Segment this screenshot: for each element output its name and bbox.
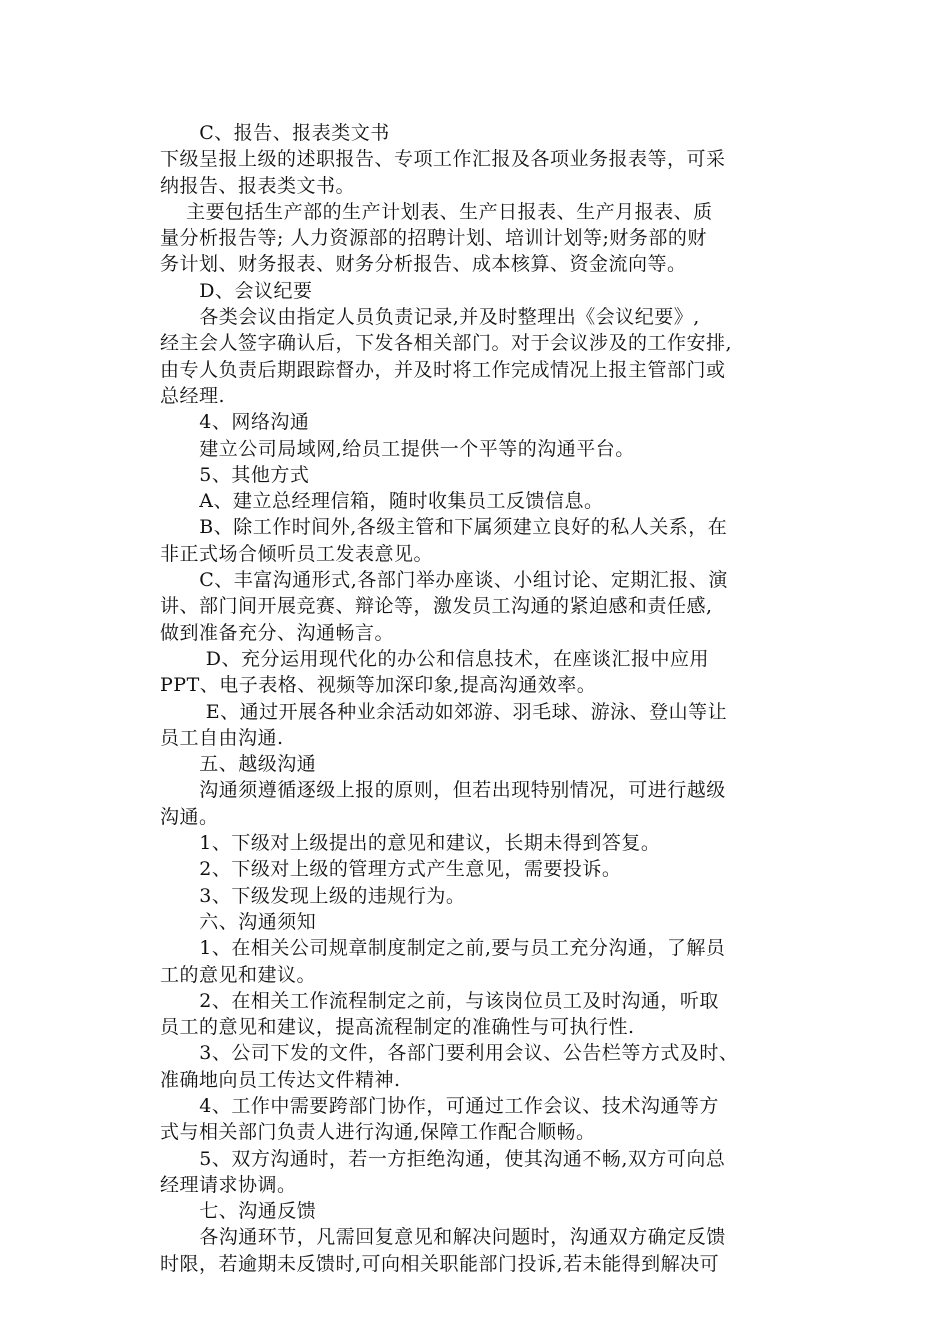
text-line: 2、在相关工作流程制定之前，与该岗位员工及时沟通，听取	[160, 989, 719, 1012]
text-line: 下级呈报上级的述职报告、专项工作汇报及各项业务报表等，可采	[160, 148, 726, 171]
text-line: 六、沟通须知	[160, 910, 317, 933]
text-line: 式与相关部门负责人进行沟通,保障工作配合顺畅。	[160, 1121, 596, 1144]
text-line: E、通过开展各种业余活动如郊游、羽毛球、游泳、登山等让	[160, 700, 728, 723]
text-line: 由专人负责后期跟踪督办，并及时将工作完成情况上报主管部门或	[160, 358, 726, 381]
text-line: 2、下级对上级的管理方式产生意见，需要投诉。	[160, 858, 622, 881]
text-line: D、会议纪要	[160, 279, 313, 302]
text-line: 做到准备充分、沟通畅言。	[160, 621, 395, 644]
text-line: 建立公司局域网,给员工提供一个平等的沟通平台。	[160, 437, 635, 460]
text-line: 5、双方沟通时，若一方拒绝沟通，使其沟通不畅,双方可向总	[160, 1147, 726, 1170]
text-line: 4、工作中需要跨部门协作，可通过工作会议、技术沟通等方	[160, 1094, 719, 1117]
text-line: 沟通须遵循逐级上报的原则，但若出现特别情况，可进行越级	[160, 779, 726, 802]
text-line: 准确地向员工传达文件精神.	[160, 1068, 401, 1091]
text-line: 1、在相关公司规章制度制定之前,要与员工充分沟通，了解员	[160, 937, 726, 960]
text-line: 非正式场合倾听员工发表意见。	[160, 542, 434, 565]
text-line: C、报告、报表类文书	[160, 122, 390, 144]
text-line: 五、越级沟通	[160, 753, 317, 776]
text-line: 纳报告、报表类文书。	[160, 174, 356, 197]
text-line: 沟通。	[160, 805, 219, 828]
text-line: 各类会议由指定人员负责记录,并及时整理出《会议纪要》,	[160, 306, 700, 329]
text-line: 量分析报告等; 人力资源部的招聘计划、培训计划等;财务部的财	[160, 227, 707, 250]
text-line: 3、公司下发的文件，各部门要利用会议、公告栏等方式及时、	[160, 1042, 739, 1065]
text-line: 4、网络沟通	[160, 411, 310, 434]
text-line: 工的意见和建议。	[160, 963, 317, 986]
text-line: 七、沟通反馈	[160, 1200, 317, 1223]
text-line: 讲、部门间开展竞赛、辩论等，激发员工沟通的紧迫感和责任感,	[160, 595, 713, 618]
document-body	[160, 120, 810, 1277]
text-line: 1、下级对上级提出的意见和建议，长期未得到答复。	[160, 832, 661, 855]
text-line: 经理请求协调。	[160, 1173, 297, 1196]
text-line: 经主会人签字确认后，下发各相关部门。对于会议涉及的工作安排,	[160, 332, 733, 355]
text-line: 3、下级发现上级的违规行为。	[160, 884, 466, 907]
text-line: 主要包括生产部的生产计划表、生产日报表、生产月报表、质	[160, 200, 713, 223]
text-line: 务计划、财务报表、财务分析报告、成本核算、资金流向等。	[160, 253, 687, 276]
text-line: D、充分运用现代化的办公和信息技术，在座谈汇报中应用	[160, 647, 710, 670]
text-line: 员工的意见和建议，提高流程制定的准确性与可执行性.	[160, 1016, 635, 1039]
text-line: 员工自由沟通.	[160, 726, 284, 749]
text-line: C、丰富沟通形式,各部门举办座谈、小组讨论、定期汇报、演	[160, 569, 728, 592]
text-line: PPT、电子表格、视频等加深印象,提高沟通效率。	[160, 674, 597, 697]
text-line: B、除工作时间外,各级主管和下属须建立良好的私人关系，在	[160, 516, 728, 539]
text-line: 5、其他方式	[160, 463, 310, 486]
text-line: 总经理.	[160, 384, 226, 407]
text-line: 时限，若逾期未反馈时,可向相关职能部门投诉,若未能得到解决可	[160, 1252, 720, 1275]
text-line: 各沟通环节，凡需回复意见和解决问题时，沟通双方确定反馈	[160, 1226, 726, 1249]
text-line: A、建立总经理信箱，随时收集员工反馈信息。	[160, 490, 604, 513]
